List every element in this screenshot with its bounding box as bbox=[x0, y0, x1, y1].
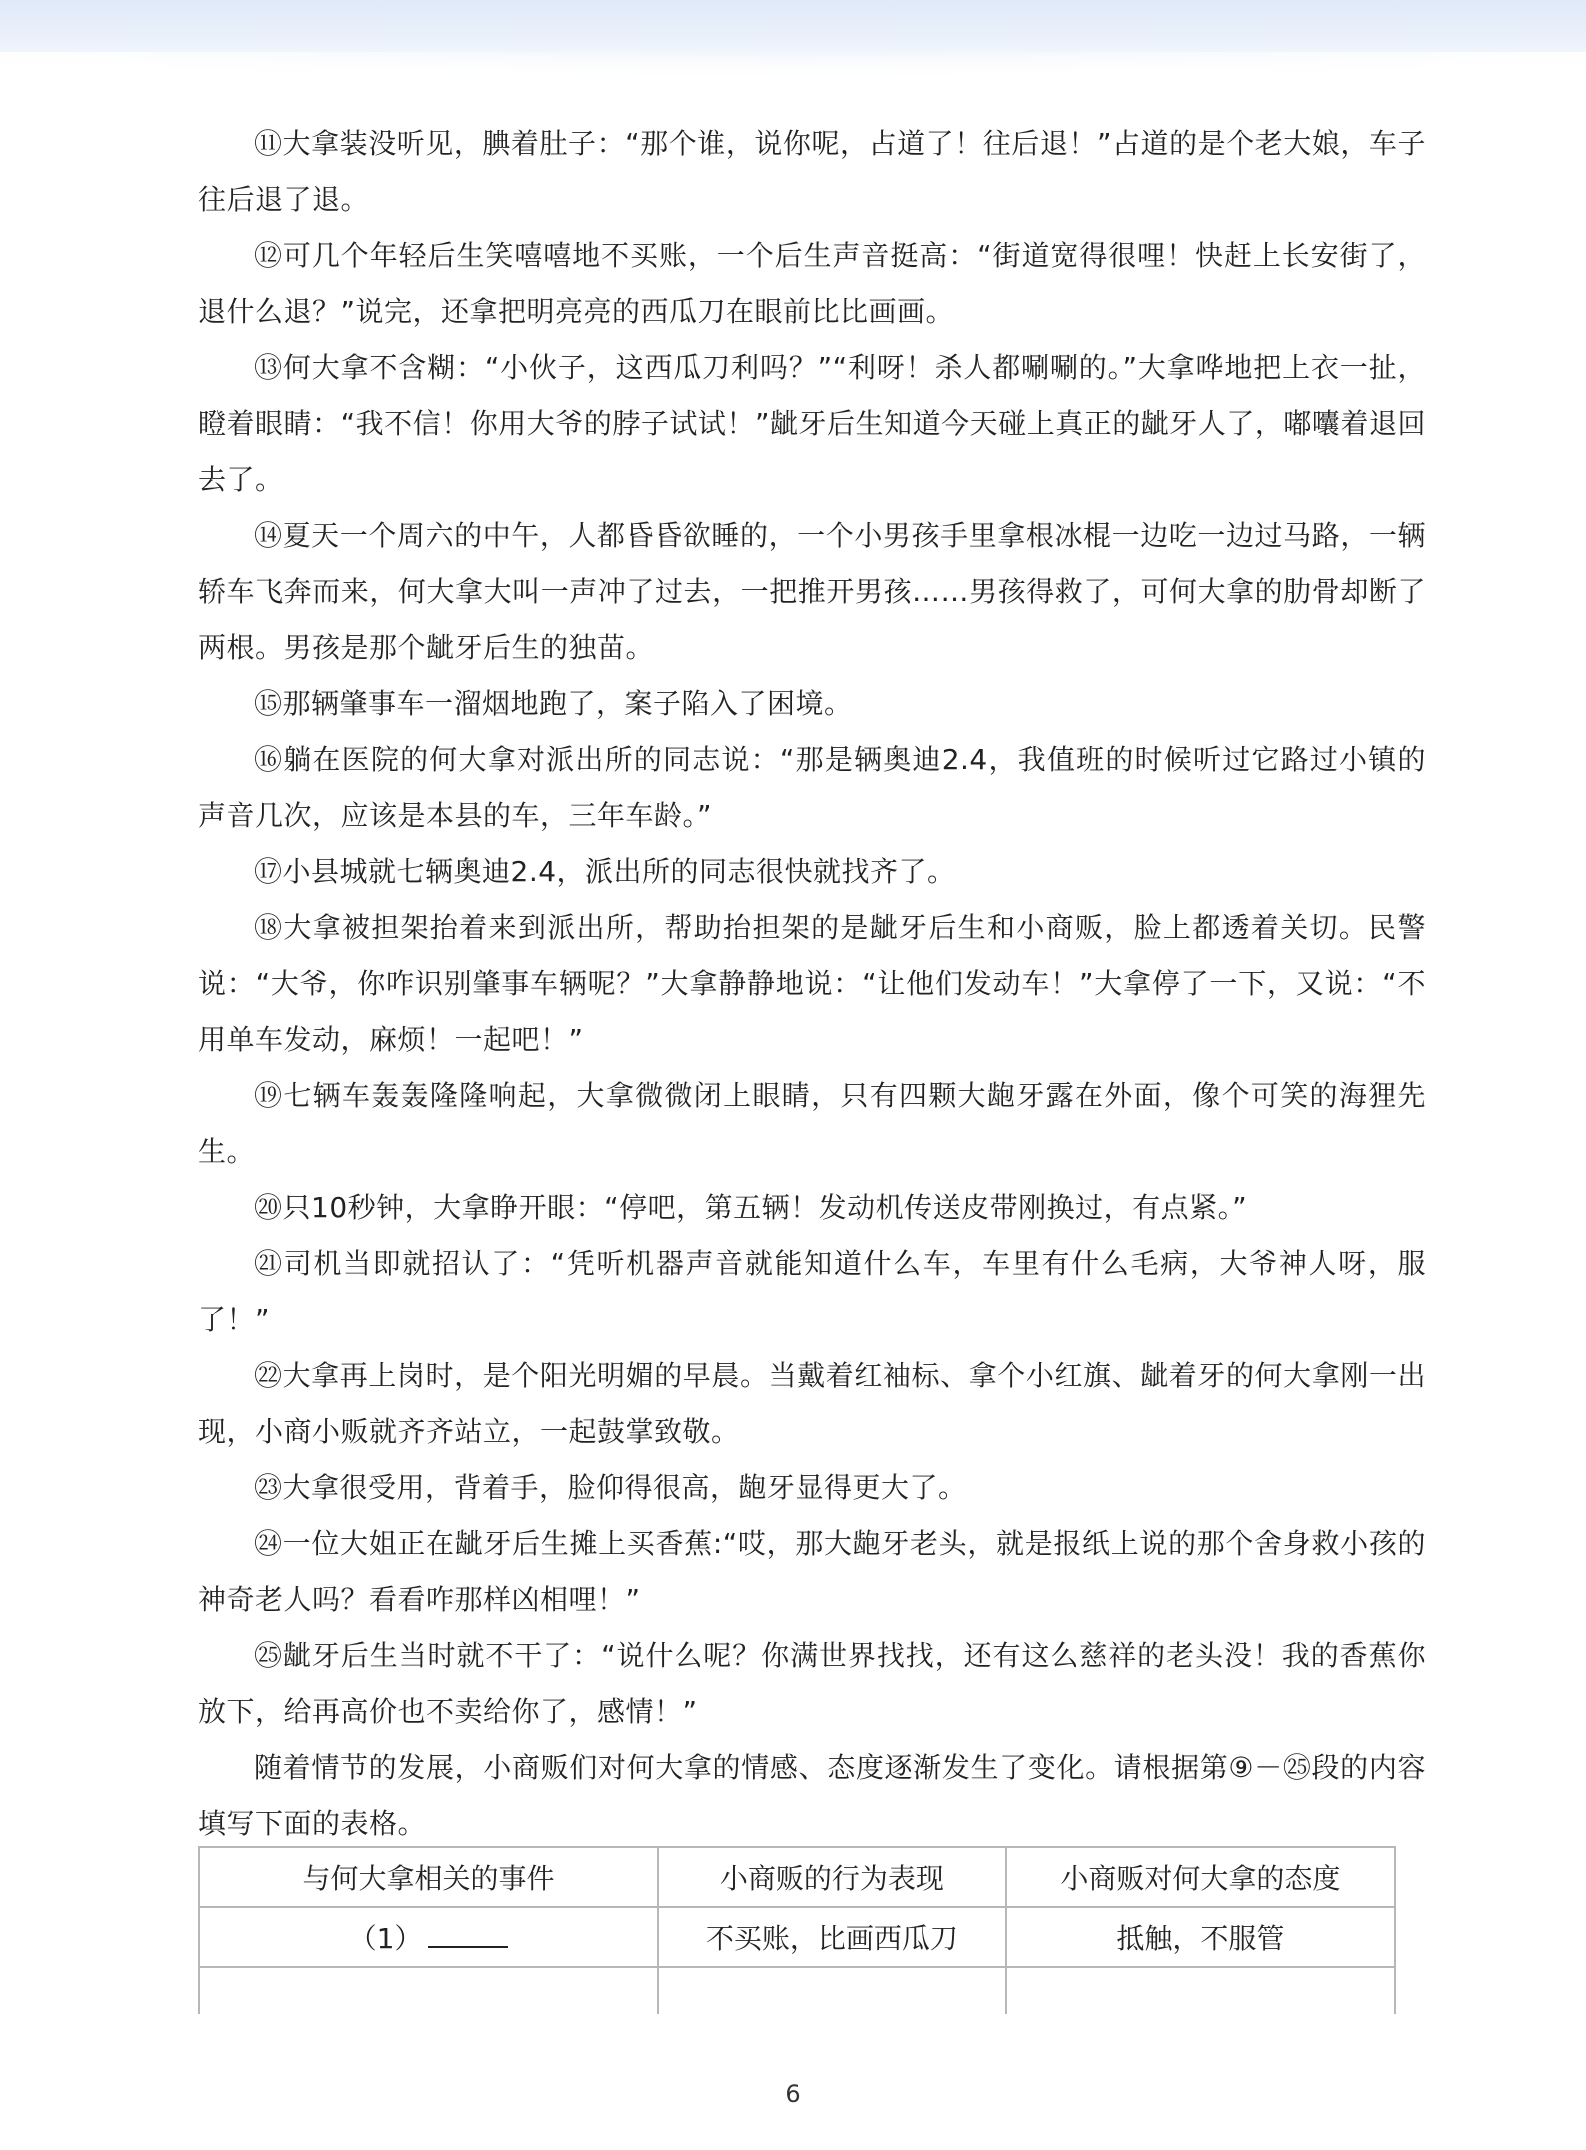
table-header-event: 与何大拿相关的事件 bbox=[199, 1847, 658, 1907]
paragraph-15: ⑮那辆肇事车一溜烟地跑了，案子陷入了困境。 bbox=[254, 687, 853, 720]
page-header-band bbox=[0, 0, 1586, 78]
paragraph-17: ⑰小县城就七辆奥迪2.4，派出所的同志很快就找齐了。 bbox=[254, 855, 956, 888]
paragraph-24: ㉔一位大姐正在龇牙后生摊上买香蕉:“哎，那大龅牙老头，就是报纸上说的那个舍身救小孩的神奇老人吗？看看咋那样凶相哩！” bbox=[198, 1527, 1426, 1616]
answer-blank[interactable] bbox=[428, 1920, 508, 1948]
table-cell-attitude-1: 抵触，不服管 bbox=[1006, 1907, 1395, 1967]
table-header-row bbox=[199, 1847, 1395, 1907]
paragraph-16: ⑯躺在医院的何大拿对派出所的同志说：“那是辆奥迪2.4，我值班的时候听过它路过小镇的声音几次，应该是本县的车，三年车龄。” bbox=[198, 743, 1426, 832]
paragraph-18: ⑱大拿被担架抬着来到派出所，帮助抬担架的是龇牙后生和小商贩，脸上都透着关切。民警说：“大爷，你咋识别肇事车辆呢？”大拿静静地说：“让他们发动车！”大拿停了一下，又说：“不用单车发动，麻烦！一起吧！” bbox=[198, 911, 1426, 1056]
question-instruction: 随着情节的发展，小商贩们对何大拿的情感、态度逐渐发生了变化。请根据第⑨－㉕段的内容填写下面的表格。 bbox=[198, 1751, 1426, 1840]
table-cell-event-1[interactable] bbox=[199, 1907, 658, 1967]
paragraph-23: ㉓大拿很受用，背着手，脸仰得很高，龅牙显得更大了。 bbox=[254, 1471, 967, 1504]
paragraph-12: ⑫可几个年轻后生笑嘻嘻地不买账，一个后生声音挺高：“街道宽得很哩！快赶上长安街了，退什么退？”说完，还拿把明亮亮的西瓜刀在眼前比比画画。 bbox=[198, 239, 1426, 328]
paragraph-25: ㉕龇牙后生当时就不干了：“说什么呢？你满世界找找，还有这么慈祥的老头没！我的香蕉你放下，给再高价也不卖给你了，感情！” bbox=[198, 1639, 1426, 1728]
table-header-behavior: 小商贩的行为表现 bbox=[658, 1847, 1006, 1907]
paragraph-20: ⑳只10秒钟，大拿睁开眼：“停吧，第五辆！发动机传送皮带刚换过，有点紧。” bbox=[254, 1191, 1248, 1224]
paragraph-14: ⑭夏天一个周六的中午，人都昏昏欲睡的，一个小男孩手里拿根冰棍一边吃一边过马路，一辆轿车飞奔而来，何大拿大叫一声冲了过去，一把推开男孩……男孩得救了，可何大拿的肋骨却断了两根。男孩是那个龇牙后生的独苗。 bbox=[198, 519, 1426, 664]
paragraph-21: ㉑司机当即就招认了：“凭听机器声音就能知道什么车，车里有什么毛病，大爷神人呀，服了！” bbox=[198, 1247, 1426, 1336]
table-cell-behavior-1: 不买账，比画西瓜刀 bbox=[658, 1907, 1006, 1967]
paragraph-19: ⑲七辆车轰轰隆隆响起，大拿微微闭上眼睛，只有四颗大龅牙露在外面，像个可笑的海狸先生。 bbox=[198, 1079, 1426, 1168]
table-header-attitude: 小商贩对何大拿的态度 bbox=[1006, 1847, 1395, 1907]
paragraph-11: ⑪大拿装没听见，腆着肚子：“那个谁，说你呢，占道了！往后退！”占道的是个老大娘，车子往后退了退。 bbox=[198, 127, 1426, 216]
table-cell-event-2[interactable] bbox=[199, 1967, 658, 2014]
table-cell-behavior-2[interactable] bbox=[658, 1967, 1006, 2014]
table-row bbox=[199, 1967, 1395, 2014]
paragraph-13: ⑬何大拿不含糊：“小伙子，这西瓜刀利吗？”“利呀！杀人都唰唰的。”大拿哗地把上衣一扯，瞪着眼睛：“我不信！你用大爷的脖子试试！”龇牙后生知道今天碰上真正的龇牙人了，嘟囔着退回去了。 bbox=[198, 351, 1426, 496]
document-body bbox=[198, 116, 1426, 1852]
table-row bbox=[199, 1907, 1395, 1967]
answer-table bbox=[198, 1846, 1396, 2014]
page-number: 6 bbox=[785, 2080, 801, 2108]
table-cell-attitude-2[interactable] bbox=[1006, 1967, 1395, 2014]
blank-label: （1） bbox=[348, 1922, 423, 1955]
paragraph-22: ㉒大拿再上岗时，是个阳光明媚的早晨。当戴着红袖标、拿个小红旗、龇着牙的何大拿刚一出现，小商小贩就齐齐站立，一起鼓掌致敬。 bbox=[198, 1359, 1426, 1448]
